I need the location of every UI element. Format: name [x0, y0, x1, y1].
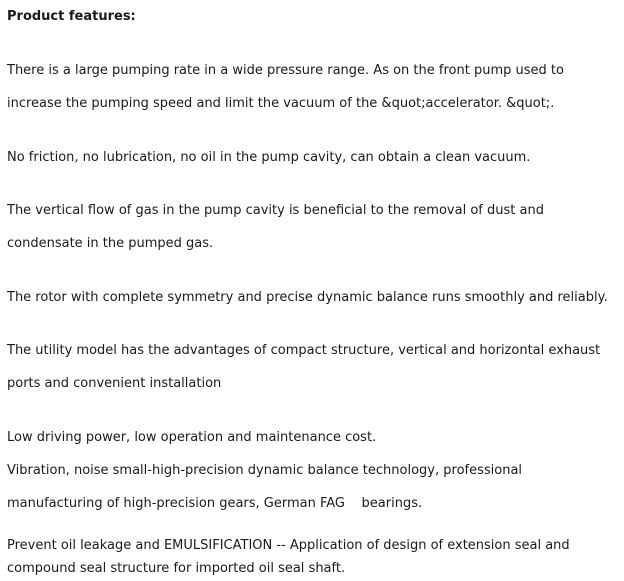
feature-vibration-line-1: Vibration, noise small-high-precision dynamic balance technology, professional: [7, 463, 523, 478]
feature-vertical-flow-line-2: condensate in the pumped gas.: [7, 236, 214, 251]
feature-oil-leakage-line-1: Prevent oil leakage and EMULSIFICATION -- Application of design of extension seal and: [7, 538, 570, 553]
feature-compact-structure-line-1: The utility model has the advantages of compact structure, vertical and horizontal exhaust: [7, 343, 601, 358]
feature-vibration-line-2: manufacturing of high-precision gears, German FAG bearings.: [7, 496, 423, 511]
feature-pumping-rate-line-2: increase the pumping speed and limit the vacuum of the &quot;accelerator. &quot;.: [7, 96, 555, 111]
section-heading: Product features:: [7, 9, 136, 24]
feature-pumping-rate-line-1: There is a large pumping rate in a wide pressure range. As on the front pump used to: [7, 63, 564, 78]
feature-oil-leakage-line-2: compound seal structure for imported oil seal shaft.: [7, 561, 346, 576]
feature-compact-structure-line-2: ports and convenient installation: [7, 376, 222, 391]
feature-vertical-flow-line-1: The vertical flow of gas in the pump cavity is beneficial to the removal of dust and: [7, 203, 544, 218]
feature-rotor-balance: The rotor with complete symmetry and precise dynamic balance runs smoothly and reliably.: [7, 290, 608, 305]
feature-clean-vacuum: No friction, no lubrication, no oil in the pump cavity, can obtain a clean vacuum.: [7, 150, 531, 165]
feature-low-power: Low driving power, low operation and maintenance cost.: [7, 430, 377, 445]
